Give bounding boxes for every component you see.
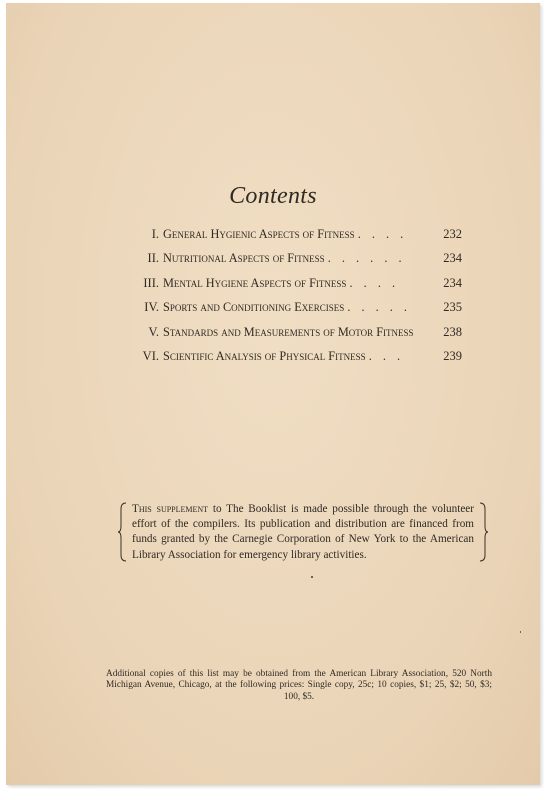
contents-entry <box>128 325 468 345</box>
entry-title-text: Nutritional Aspects of Fitness <box>163 251 325 265</box>
entry-title-text: Standards and Measurements of Motor Fitness <box>163 325 414 339</box>
notice-text <box>132 502 474 563</box>
entry-title <box>163 349 404 364</box>
entry-page: 239 <box>443 349 462 363</box>
entry-number: III. <box>143 276 159 290</box>
notice-lead: This supplement <box>132 503 209 515</box>
entry-title <box>163 276 399 291</box>
entry-title <box>163 325 414 340</box>
entry-number: IV. <box>144 300 159 314</box>
right-brace-icon <box>478 502 488 562</box>
entry-page: 238 <box>443 325 462 339</box>
entry-number: I. <box>151 227 159 241</box>
contents-entry <box>128 349 468 369</box>
entry-leader: . . . . . <box>347 300 411 314</box>
entry-number: II. <box>147 251 159 265</box>
entry-leader: . . . . <box>357 227 408 241</box>
entry-title-text: Scientific Analysis of Physical Fitness <box>163 349 366 363</box>
entry-title-text: Sports and Conditioning Exercises <box>163 300 345 314</box>
contents-entry <box>128 276 468 296</box>
document-page <box>6 3 540 785</box>
left-brace-icon <box>118 502 128 562</box>
supplement-notice <box>124 502 484 564</box>
entry-page: 232 <box>443 227 462 241</box>
contents-entry <box>128 300 468 320</box>
entry-title-text: Mental Hygiene Aspects of Fitness <box>163 276 347 290</box>
contents-heading: Contents <box>229 183 317 209</box>
entry-leader: . . . <box>368 349 405 363</box>
contents-entry <box>128 251 468 271</box>
entry-leader: . . . . <box>349 276 400 290</box>
entry-number: VI. <box>142 349 159 363</box>
contents-entry <box>128 227 468 247</box>
entry-title <box>163 300 411 315</box>
entry-page: 235 <box>443 300 462 314</box>
entry-title-text: General Hygienic Aspects of Fitness <box>163 227 355 241</box>
ordering-info: Additional copies of this list may be obtained from the American Library Association, 520 North Michigan Avenue, Chicago, at the following prices: Single copy, 25c; 10 copies, $1; 25, $2; 50, $3; 100, $5. <box>106 669 492 702</box>
entry-page: 234 <box>443 251 462 265</box>
entry-number: V. <box>148 325 159 339</box>
entry-title <box>163 251 406 266</box>
ink-speck <box>520 631 521 633</box>
entry-page: 234 <box>443 276 462 290</box>
notice-body: to The Booklist is made possible through the volunteer effort of the compilers. Its publication and distribution are financed from funds granted by the Carnegie Corporation of New York to the American Library Association for emergency library activities. <box>132 503 474 561</box>
entry-leader: . . . . . . <box>327 251 406 265</box>
entry-title <box>163 227 407 242</box>
ink-speck <box>311 576 313 578</box>
